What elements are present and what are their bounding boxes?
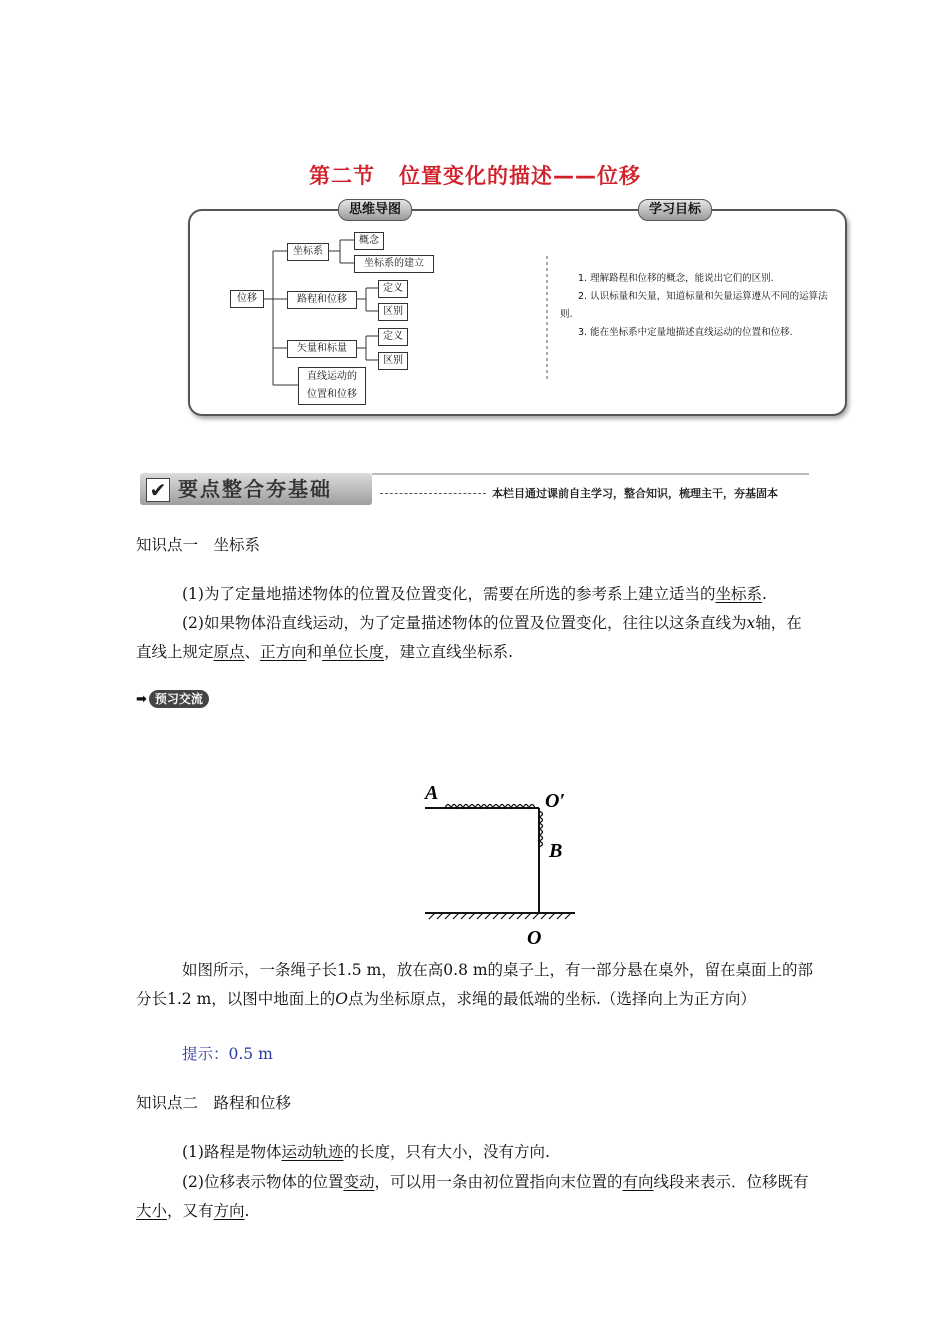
- paragraph: [136, 1138, 816, 1167]
- section-heading: 知识点一 坐标系: [136, 536, 261, 554]
- label-o: O: [527, 927, 542, 949]
- banner-rule: [372, 473, 809, 475]
- preview-tag: [136, 690, 209, 710]
- mindmap-header: 思维导图: [338, 199, 412, 221]
- mindmap-connectors: [0, 0, 950, 420]
- branch-linear-motion: [298, 367, 366, 405]
- key-term: 单位长度: [322, 643, 385, 661]
- branch-coordinate-system: 坐标系: [287, 243, 329, 261]
- text-run: 的长度，只有大小，没有方向.: [343, 1143, 550, 1161]
- label-a: A: [425, 782, 439, 804]
- question-text: [136, 956, 816, 1014]
- goals-header: 学习目标: [638, 199, 712, 221]
- node-definition-1: 定义: [378, 280, 408, 298]
- banner-dashed-divider: [380, 493, 486, 494]
- text-run: 如图所示，一条绳子长1.5 m，放在高0.8 m的桌子上，有一部分悬在桌外，留在桌面上的部分长1.2 m，以图中地面上的: [136, 961, 814, 1008]
- learning-goals: [560, 270, 830, 342]
- text-run: .: [244, 1202, 250, 1220]
- text-run: 点为坐标原点，求绳的最低端的坐标.（选择向上为正方向）: [348, 990, 756, 1008]
- label-o-prime: O′: [545, 790, 566, 812]
- hint-answer: 提示：0.5 m: [182, 1045, 273, 1063]
- mindmap-root: 位移: [230, 290, 264, 308]
- banner-title: 要点整合夯基础: [178, 477, 332, 501]
- key-term: 原点: [213, 643, 245, 661]
- section-heading: 知识点二 路程和位移: [136, 1094, 292, 1112]
- check-icon: ✔: [146, 478, 170, 502]
- key-term: 大小: [136, 1202, 168, 1220]
- preview-label: 预习交流: [149, 690, 209, 708]
- label-b: B: [549, 840, 563, 862]
- branch-linear-motion-line2: 位置和位移: [307, 389, 357, 400]
- text-run: (1)路程是物体: [182, 1143, 282, 1161]
- node-concept: 概念: [354, 232, 384, 250]
- text-run: ，建立直线坐标系.: [384, 643, 514, 661]
- rope-table-figure: [415, 775, 590, 950]
- branch-distance-displacement: 路程和位移: [287, 291, 357, 309]
- axis-symbol: x: [746, 614, 756, 632]
- node-coordinate-establish: 坐标系的建立: [354, 255, 434, 273]
- text-run: 和: [306, 643, 323, 661]
- text-run: ，可以用一条由初位置指向末位置的: [374, 1173, 623, 1191]
- text-run: (2)如果物体沿直线运动，为了定量描述物体的位置及位置变化，往往以这条直线为: [182, 614, 747, 632]
- key-term: 正方向: [260, 643, 307, 661]
- text-run: 线段来表示．位移既有: [653, 1173, 809, 1191]
- key-term: 方向: [213, 1202, 245, 1220]
- text-run: ，又有: [167, 1202, 214, 1220]
- section-number: 第二节: [309, 164, 375, 188]
- text-run: .: [761, 585, 767, 603]
- goal-item: 1. 理解路程和位移的概念，能说出它们的区别.: [578, 273, 774, 284]
- text-run: 轴，在直线上规定: [136, 614, 802, 661]
- banner-note: 本栏目通过课前自主学习，整合知识，梳理主干，夯基固本: [492, 487, 778, 500]
- arrow-icon: ➡: [136, 692, 147, 707]
- text-run: (2)位移表示物体的位置: [182, 1173, 344, 1191]
- branch-vector-scalar: 矢量和标量: [287, 340, 357, 358]
- node-difference-1: 区别: [378, 303, 408, 321]
- branch-linear-motion-line1: 直线运动的: [307, 371, 357, 382]
- origin-symbol: O: [335, 990, 348, 1008]
- goal-item: 3. 能在坐标系中定量地描述直线运动的位置和位移.: [578, 327, 793, 338]
- paragraph: [136, 1168, 816, 1226]
- paragraph: [136, 580, 816, 609]
- text-run: 、: [244, 643, 261, 661]
- key-term: 有向: [622, 1173, 654, 1191]
- key-term: 坐标系: [715, 585, 762, 603]
- section-title: 位置变化的描述——位移: [399, 164, 641, 188]
- key-term: 运动轨迹: [281, 1143, 344, 1161]
- text-run: (1)为了定量地描述物体的位置及位置变化，需要在所选的参考系上建立适当的: [182, 585, 716, 603]
- goal-item: 2. 认识标量和矢量，知道标量和矢量运算遵从不同的运算法则.: [560, 291, 828, 320]
- key-term: 变动: [343, 1173, 375, 1191]
- node-definition-2: 定义: [378, 328, 408, 346]
- node-difference-2: 区别: [378, 352, 408, 370]
- paragraph: [136, 609, 816, 667]
